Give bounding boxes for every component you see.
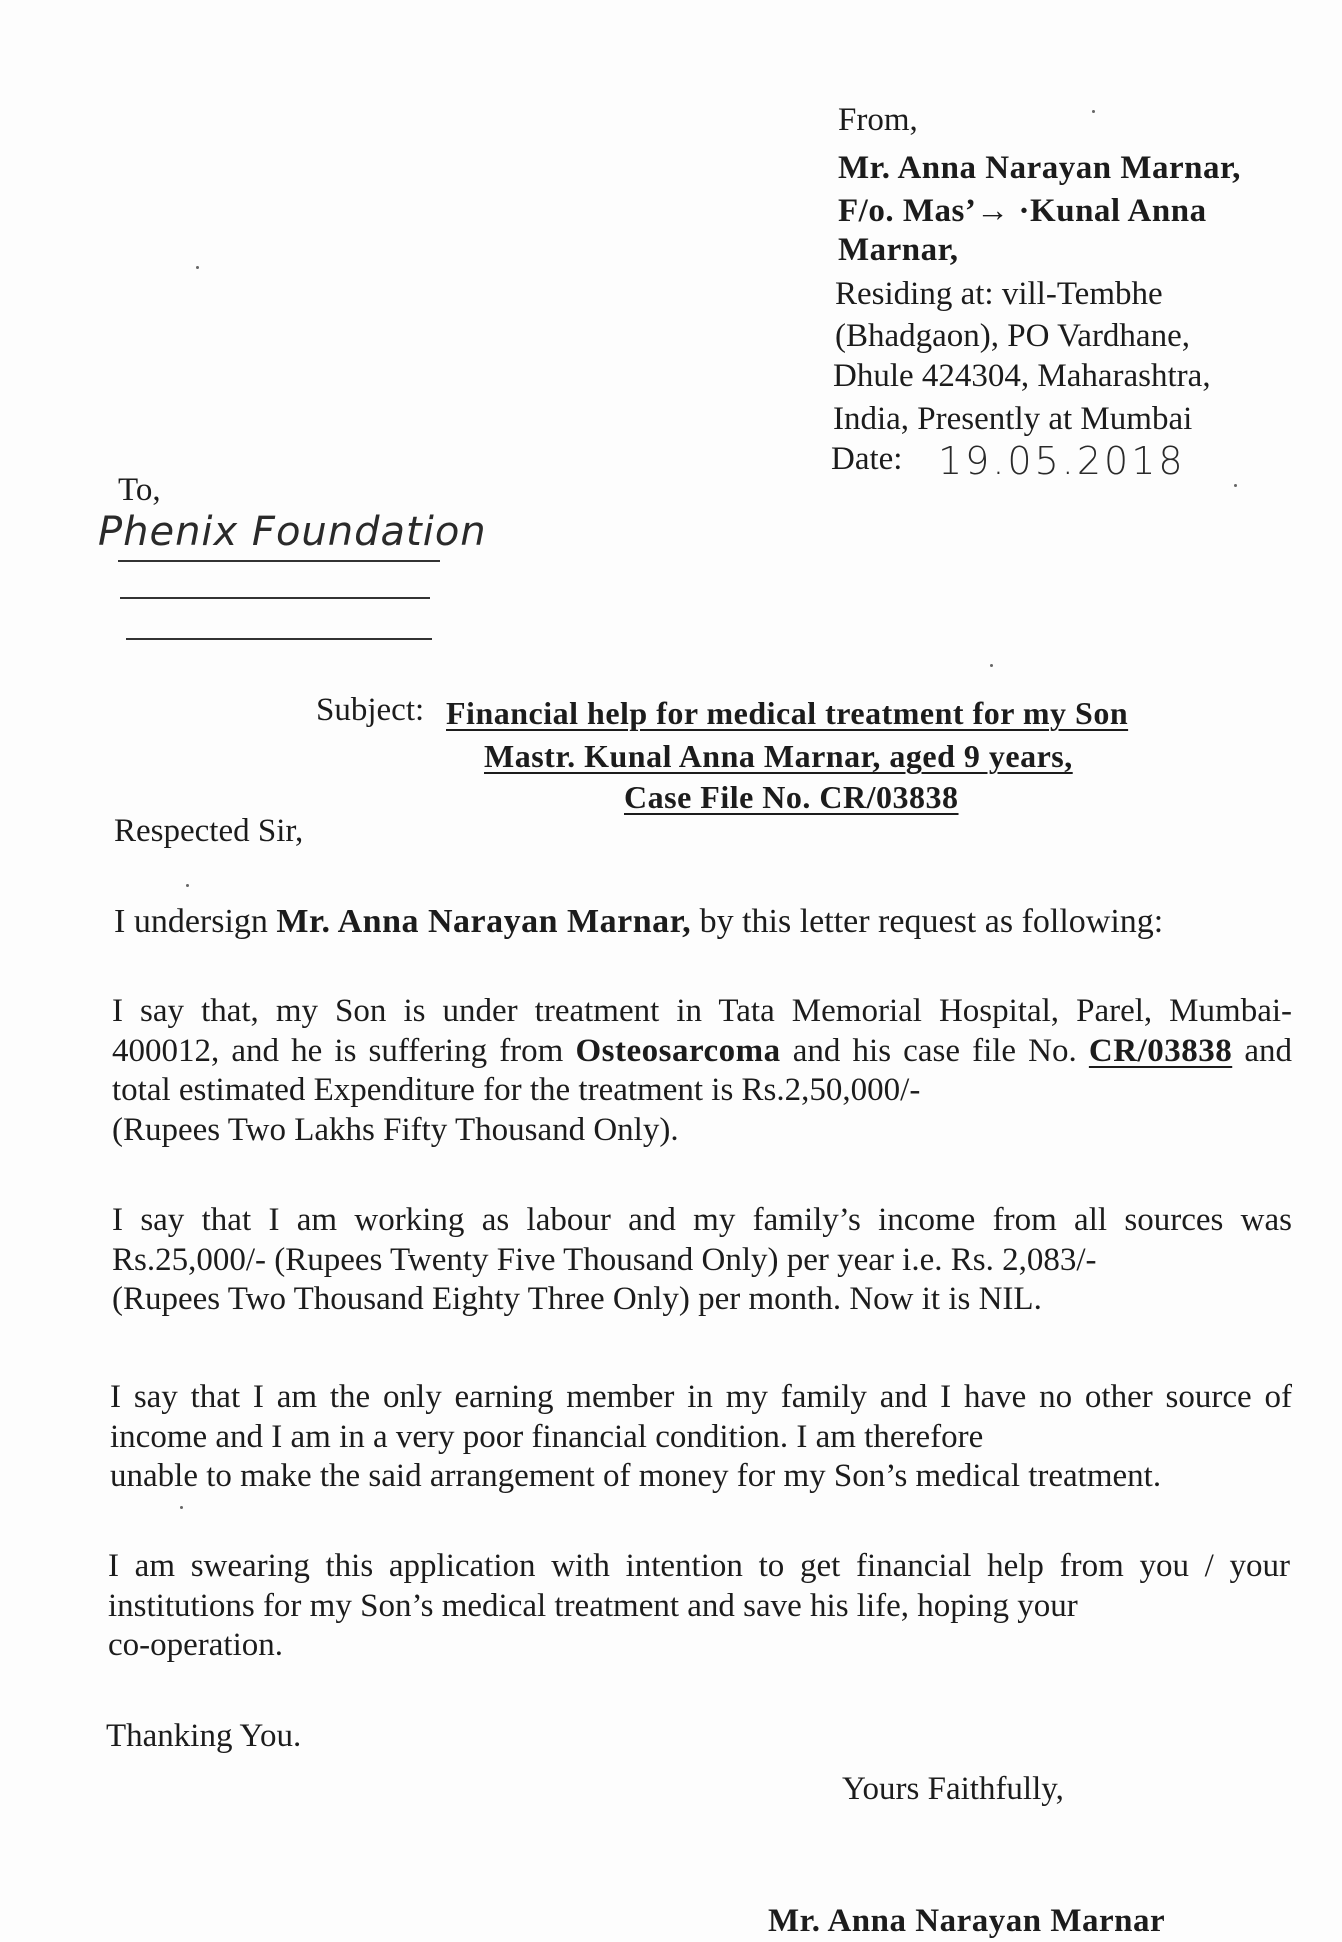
scan-speck: [180, 1506, 183, 1509]
subject-line-2: Mastr. Kunal Anna Marnar, aged 9 years,: [484, 738, 1073, 774]
paragraph-request: [108, 1547, 1290, 1666]
para1-text-2: and his case file No.: [780, 1032, 1089, 1069]
paragraph-financial-condition: [110, 1378, 1292, 1497]
para1-disease: Osteosarcoma: [575, 1032, 781, 1069]
para3-body: I say that I am the only earning member in my family and I have no other source of income and I am in a very poor financial condition. I am therefore: [110, 1379, 1292, 1455]
para1-text-3: and total estimated Expenditure for the treatment is Rs.2,50,000/-: [112, 1032, 1293, 1108]
date-label: Date:: [831, 441, 903, 477]
sender-address-line-4: India, Presently at Mumbai: [833, 401, 1193, 437]
date-handwritten: 19.05.2018: [938, 439, 1186, 483]
from-label: From,: [838, 102, 918, 138]
address-blank-line-2: [126, 638, 432, 640]
addressee-underline: [118, 560, 440, 562]
para3-last-line: unable to make the said arrangement of money for my Son’s medical treatment.: [110, 1458, 1162, 1494]
para2-body: I say that I am working as labour and my family’s income from all sources was Rs.25,000/- (Rupees Twenty Five Thousand Only) per year i.e. Rs. 2,083/-: [112, 1202, 1292, 1278]
para2-last-line: (Rupees Two Thousand Eighty Three Only) per month. Now it is NIL.: [112, 1281, 1042, 1317]
scan-speck: [990, 664, 993, 667]
subject-line-3: Case File No. CR/03838: [624, 779, 959, 815]
closing: Thanking You.: [106, 1718, 302, 1754]
valediction: Yours Faithfully,: [842, 1771, 1064, 1807]
scan-speck: [186, 884, 189, 887]
signature-name: Mr. Anna Narayan Marnar: [768, 1903, 1166, 1939]
scan-speck: [196, 266, 199, 269]
para1-text-1: I say that, my Son is under treatment in Tata Memorial Hospital, Parel, Mumbai- 400012, and he is suffering from: [112, 993, 1292, 1069]
sender-address-line-3: Dhule 424304, Maharashtra,: [833, 358, 1211, 394]
sender-father-of: F/o. Mas’→ ·Kunal Anna: [838, 193, 1207, 229]
para1-last-line: (Rupees Two Lakhs Fifty Thousand Only).: [112, 1111, 679, 1148]
intro-line: [114, 905, 1163, 939]
sender-address-line-1: Residing at: vill-Tembhe: [835, 276, 1163, 312]
sender-address-line-2: (Bhadgaon), PO Vardhane,: [835, 318, 1190, 354]
para4-body: I am swearing this application with intention to get financial help from you / your institutions for my Son’s medical treatment and save his life, hoping your: [108, 1548, 1290, 1624]
paragraph-income: [112, 1201, 1292, 1320]
address-blank-line-1: [120, 597, 430, 599]
sender-name: Mr. Anna Narayan Marnar,: [838, 150, 1241, 186]
scan-speck: [1092, 110, 1095, 113]
intro-name: Mr. Anna Narayan Marnar,: [276, 903, 692, 940]
para4-last-line: co-operation.: [108, 1627, 284, 1663]
sender-surname: Marnar,: [838, 232, 959, 268]
addressee-handwritten: Phenix Foundation: [98, 509, 487, 555]
para1-case-number: CR/03838: [1088, 1032, 1233, 1069]
subject-line-1: Financial help for medical treatment for my Son: [446, 695, 1129, 731]
paragraph-treatment: [112, 992, 1292, 1150]
to-label: To,: [118, 472, 161, 508]
intro-after: by this letter request as following:: [691, 903, 1164, 940]
scan-speck: [1234, 484, 1237, 487]
salutation: Respected Sir,: [114, 813, 304, 849]
subject-label: Subject:: [316, 692, 425, 728]
intro-before: I undersign: [114, 903, 277, 940]
